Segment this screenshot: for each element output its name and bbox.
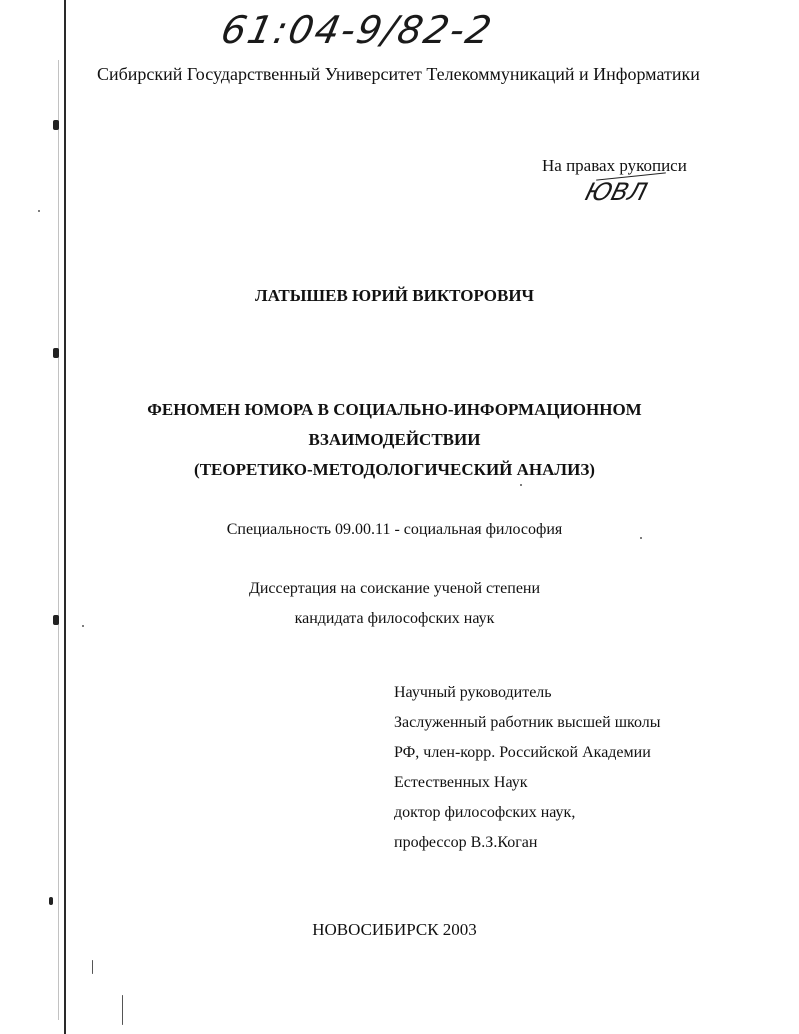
supervisor-line: РФ, член-корр. Российской Академии [394, 744, 651, 761]
binding-mark [53, 120, 59, 130]
thesis-title-line-1: ФЕНОМЕН ЮМОРА В СОЦИАЛЬНО-ИНФОРМАЦИОННОМ [147, 400, 642, 419]
binding-mark [49, 897, 53, 905]
dissertation-degree-line-2: кандидата философских наук [294, 610, 495, 627]
supervisor-block [394, 683, 661, 863]
scan-speck [520, 484, 522, 486]
author-name: ЛАТЫШЕВ ЮРИЙ ВИКТОРОВИЧ [254, 286, 535, 305]
handwritten-signature: ЮВЛ [582, 178, 651, 206]
scan-margin-line-faint [58, 60, 59, 1020]
university-name: Сибирский Государственный Университет Телекоммуникаций и Информатики [97, 64, 700, 84]
scan-speck [38, 210, 40, 212]
supervisor-line: Научный руководитель [394, 684, 552, 701]
supervisor-line: Заслуженный работник высшей школы [394, 714, 661, 731]
supervisor-line: профессор В.З.Коган [394, 834, 538, 851]
archive-code-handwritten: 61:04-9/82-2 [217, 8, 498, 52]
manuscript-rights-label: На правах рукописи [542, 156, 687, 175]
thesis-title-line-2: ВЗАИМОДЕЙСТВИИ [308, 430, 481, 449]
supervisor-line: доктор философских наук, [394, 804, 576, 821]
thesis-title-line-3: (ТЕОРЕТИКО-МЕТОДОЛОГИЧЕСКИЙ АНАЛИЗ) [194, 460, 595, 479]
supervisor-line: Естественных Наук [394, 774, 528, 791]
scan-margin-line [64, 0, 66, 1034]
dissertation-degree-line-1: Диссертация на соискание ученой степени [248, 580, 541, 597]
city-year: НОВОСИБИРСК 2003 [312, 920, 477, 939]
specialty-line: Специальность 09.00.11 - социальная философия [226, 521, 563, 538]
scan-speck [92, 960, 93, 974]
binding-mark [53, 348, 59, 358]
scan-speck [122, 995, 123, 1025]
